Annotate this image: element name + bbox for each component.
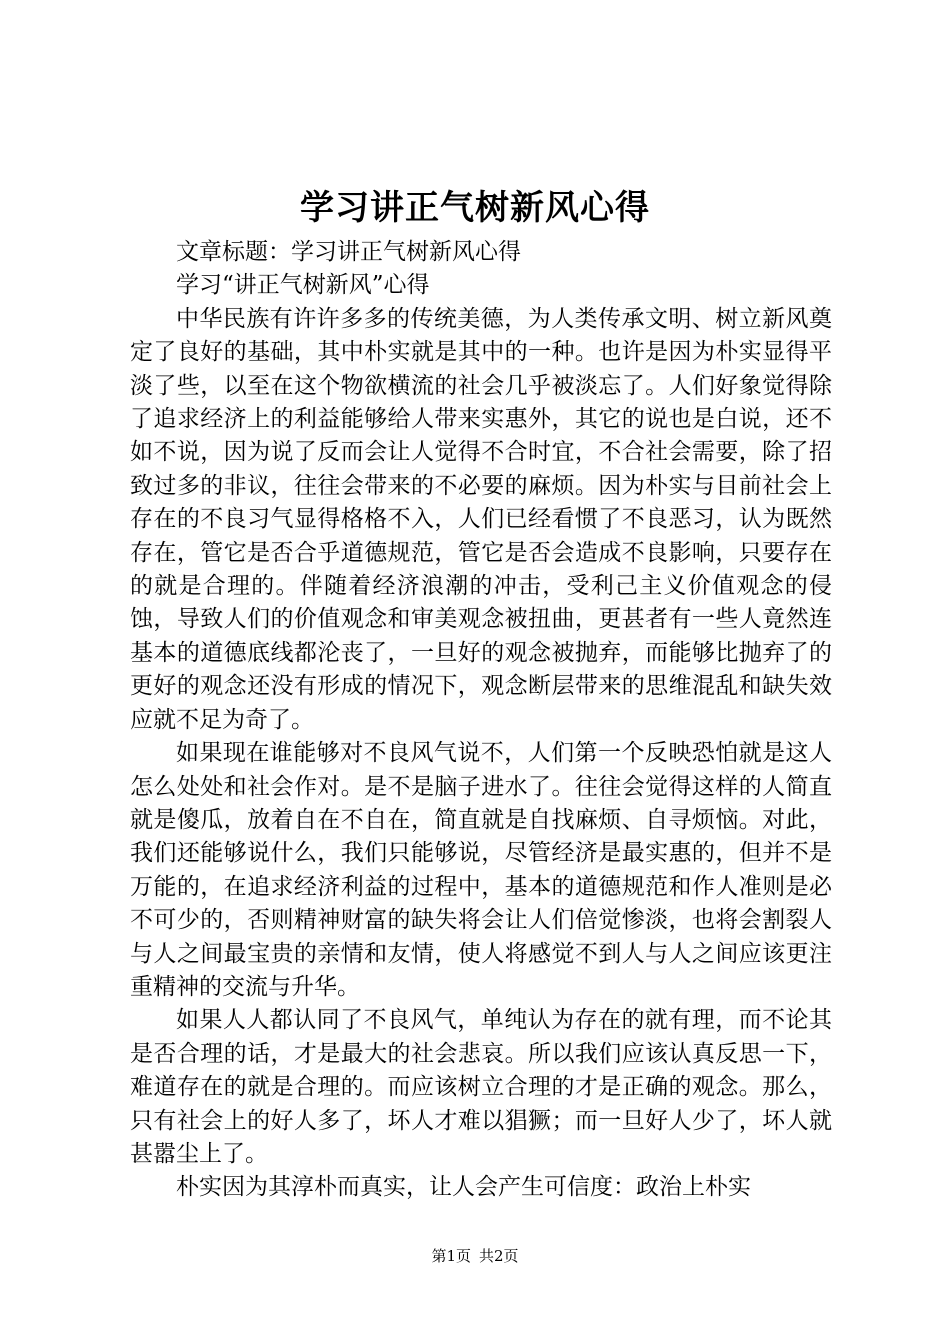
page-total: 共2页 xyxy=(479,1247,519,1265)
page-footer xyxy=(0,1245,950,1267)
body-paragraph: 朴实因为其淳朴而真实，让人会产生可信度：政治上朴实 xyxy=(176,1174,751,1201)
body-paragraph: 如果现在谁能够对不良风气说不，人们第一个反映恐怕就是这人怎么处处和社会作对。是不是脑子进水了。往往会觉得这样的人简直就是傻瓜，放着自在不自在，简直就是自找麻烦、自寻烦恼。对此，我们还能够说什么，我们只能够说，尽管经济是最实惠的，但并不是万能的，在追求经济利益的过程中，基本的道德规范和作人准则是必不可少的，否则精神财富的缺失将会让人们倍觉惨淡，也将会割裂人与人之间最宝贵的亲情和友情，使人将感觉不到人与人之间应该更注重精神的交流与升华。 xyxy=(130,740,832,1000)
document-body xyxy=(130,236,832,1205)
document-title: 学习讲正气树新风心得 xyxy=(300,188,650,228)
body-paragraph: 中华民族有许许多多的传统美德，为人类传承文明、树立新风奠定了良好的基础，其中朴实就是其中的一种。也许是因为朴实显得平淡了些，以至在这个物欲横流的社会几乎被淡忘了。人们好象觉得除了追求经济上的利益能够给人带来实惠外，其它的说也是白说，还不如不说，因为说了反而会让人觉得不合时宜，不合社会需要，除了招致过多的非议，往往会带来的不必要的麻烦。因为朴实与目前社会上存在的不良习气显得格格不入，人们已经看惯了不良恶习，认为既然存在，管它是否合乎道德规范，管它是否会造成不良影响，只要存在的就是合理的。伴随着经济浪潮的冲击，受利己主义价值观念的侵蚀，导致人们的价值观念和审美观念被扭曲，更甚者有一些人竟然连基本的道德底线都沦丧了，一旦好的观念被抛弃，而能够比抛弃了的更好的观念还没有形成的情况下，观念断层带来的思维混乱和缺失效应就不足为奇了。 xyxy=(130,305,832,733)
subtitle-line: 学习“讲正气树新风”心得 xyxy=(176,272,430,299)
page-number: 第1页 xyxy=(431,1247,471,1265)
article-label-line: 文章标题：学习讲正气树新风心得 xyxy=(176,239,521,265)
body-paragraph: 如果人人都认同了不良风气，单纯认为存在的就有理，而不论其是否合理的话，才是最大的社会悲哀。所以我们应该认真反思一下，难道存在的就是合理的。而应该树立合理的才是正确的观念。那么，只有社会上的好人多了，坏人才难以猖獗；而一旦好人少了，坏人就甚嚣尘上了。 xyxy=(130,1007,832,1167)
